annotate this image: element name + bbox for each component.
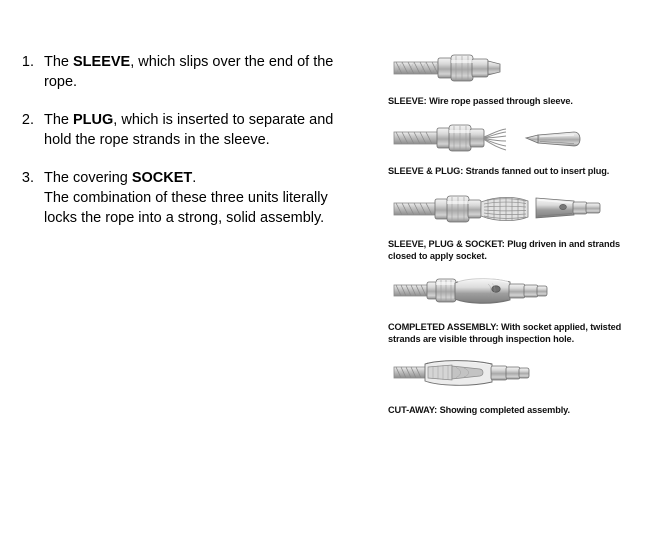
caption-label: SLEEVE: (388, 96, 427, 106)
plug (526, 132, 580, 146)
list-text-emphasis: PLUG (73, 112, 114, 128)
caption-text: Showing completed assembly. (437, 405, 570, 415)
sleeve-plug-and-socket-illustration (388, 187, 638, 237)
figure-sleeve-plug-and-socket (388, 187, 638, 262)
list-text-emphasis: SLEEVE (73, 54, 131, 70)
caption-text: Strands fanned out to insert plug. (463, 165, 610, 176)
list-item-text (44, 52, 348, 92)
figure-sleeve-and-plug (388, 118, 638, 178)
sleeve-body (438, 55, 500, 81)
figure-stack (388, 48, 638, 427)
caption-text: Plug driven in and strands closed to apply socket. (388, 239, 620, 261)
sleeve-body (437, 125, 484, 151)
caption-label: SLEEVE & PLUG: (388, 165, 464, 176)
caption-label: SLEEVE, PLUG & SOCKET: (388, 239, 505, 249)
wire-rope (394, 203, 436, 215)
list-item (8, 52, 348, 92)
list-text-segment: The combination of these three units literally locks the rope into a strong, solid assembly. (44, 190, 328, 226)
list-text-segment: The covering (44, 170, 132, 186)
list-item-text (44, 168, 348, 228)
sleeve-and-plug-illustration (388, 118, 638, 164)
list-text-segment: , which is inserted to separate and hold the rope strands in the sleeve. (44, 112, 334, 148)
figure-completed-assembly (388, 272, 638, 345)
sleeve-illustration (388, 48, 638, 94)
caption-label: COMPLETED ASSEMBLY: (388, 322, 499, 332)
figure-sleeve (388, 48, 638, 108)
list-text-segment: The (44, 112, 74, 128)
wire-rope (394, 367, 426, 378)
cut-away-socket (425, 361, 529, 386)
inspection-hole (492, 286, 500, 292)
caption-label: CUT-AWAY: (388, 405, 438, 415)
figure-caption (388, 96, 638, 108)
list-item (8, 168, 348, 228)
figure-caption (388, 322, 638, 345)
figure-cut-away (388, 355, 638, 417)
sleeve-body (435, 196, 481, 222)
list-item-number: 2. (21, 112, 34, 128)
figure-caption (388, 166, 638, 178)
list-item (8, 110, 348, 150)
wire-rope (394, 62, 440, 74)
instruction-list (8, 52, 348, 246)
socket-assembly (455, 279, 547, 304)
fanned-strands (484, 129, 506, 150)
figure-caption (388, 239, 638, 262)
wire-rope (394, 285, 428, 296)
caption-text: Wire rope passed through sleeve. (426, 96, 573, 106)
inspection-hole (560, 204, 567, 209)
list-item-text (44, 110, 348, 150)
strand-basket (481, 197, 528, 221)
list-text-segment: . (192, 170, 197, 186)
list-item-number: 3. (21, 170, 34, 186)
completed-assembly-illustration (388, 272, 638, 320)
list-text-segment: The (44, 54, 74, 70)
cut-away-illustration (388, 355, 638, 403)
figure-caption (388, 405, 638, 417)
list-text-emphasis: SOCKET (131, 170, 193, 186)
socket (536, 198, 600, 218)
sleeve-body (427, 279, 456, 302)
wire-rope (394, 132, 438, 144)
list-item-number: 1. (21, 54, 34, 70)
caption-text: With socket applied, twisted strands are visible through inspection hole. (388, 322, 622, 344)
list-text-segment: , which slips over the end of the rope. (44, 54, 334, 90)
